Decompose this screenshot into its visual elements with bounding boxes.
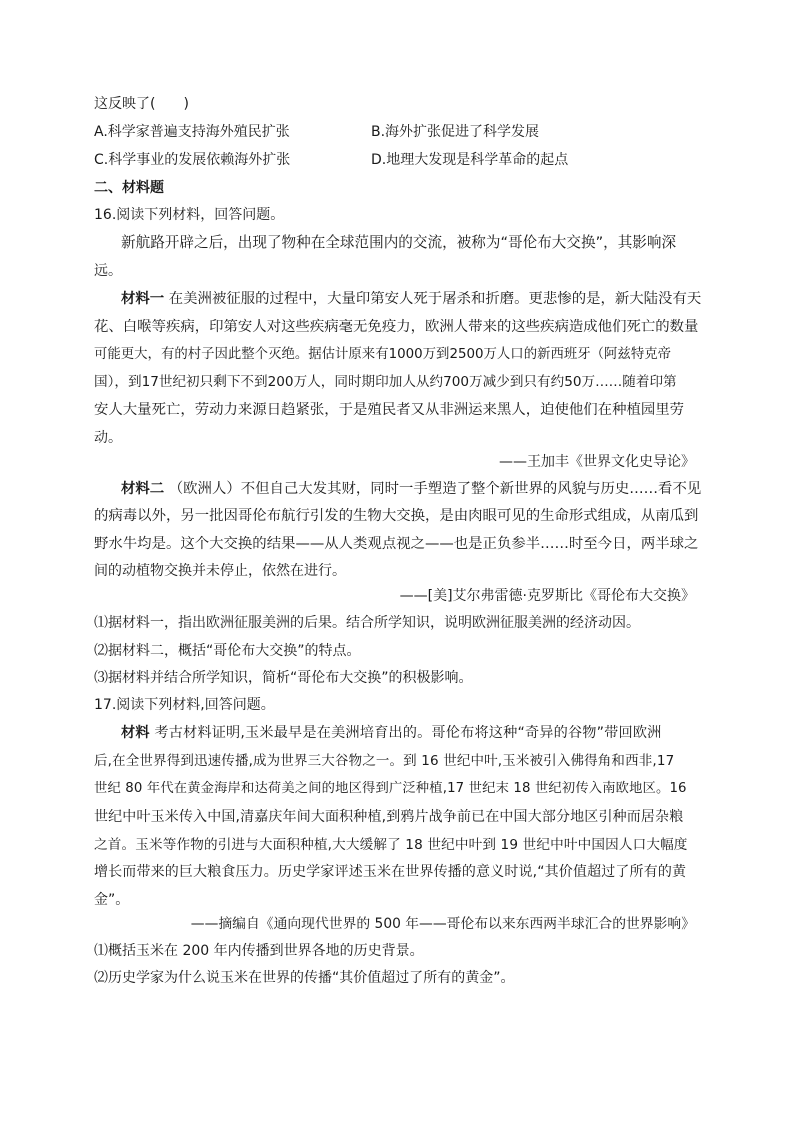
q16-material1-line: 安人大量死亡，劳动力来源日趋紧张，于是殖民者又从非洲运来黑人，迫使他们在种植园里劳 bbox=[94, 402, 685, 418]
q17-material-line: 之首。玉米等作物的引进与大面积种植,大大缓解了 18 世纪中叶到 19 世纪中叶中国因人口大幅度 bbox=[94, 837, 688, 853]
material1-label: 材料一 bbox=[121, 291, 165, 307]
q16-title: 16.阅读下列材料，回答问题。 bbox=[94, 207, 285, 223]
q16-material1-source: ——王加丰《世界文化史导论》 bbox=[499, 454, 695, 470]
q17-material-line: 材料 考古材料证明,玉米最早是在美洲培育出的。哥伦布将这种“奇异的谷物”带回欧洲 bbox=[121, 725, 662, 741]
q16-question-1: ⑴据材料一，指出欧洲征服美洲的后果。结合所学知识，说明欧洲征服美洲的经济动因。 bbox=[94, 615, 640, 631]
q16-material2-line: 野水牛均是。这个大交换的结果——从人类观点视之——也是正负参半……时至今日，两半球之 bbox=[94, 536, 699, 552]
q16-material1-line: 花、白喉等疾病，印第安人对这些疾病毫无免疫力，欧洲人带来的这些疾病造成他们死亡的数量 bbox=[94, 319, 699, 335]
q17-title: 17.阅读下列材料,回答问题。 bbox=[94, 697, 275, 713]
q16-material2-source: ——[美]艾尔弗雷德·克罗斯比《哥伦布大交换》 bbox=[399, 588, 695, 604]
q17-material-line: 增长而带来的巨大粮食压力。历史学家评述玉米在世界传播的意义时说,“其价值超过了所有的黄 bbox=[94, 864, 687, 880]
q17-material-source: ——摘编自《通向现代世界的 500 年——哥伦布以来东西两半球汇合的世界影响》 bbox=[190, 916, 695, 932]
q17-material-label: 材料 bbox=[121, 725, 150, 741]
q16-question-3: ⑶据材料并结合所学知识，简析“哥伦布大交换”的积极影响。 bbox=[94, 670, 473, 686]
q17-material-line: 金”。 bbox=[94, 892, 130, 908]
q17-material-line: 世纪 80 年代在黄金海岸和达荷美之间的地区得到广泛种植,17 世纪末 18 世纪初传入南欧地区。16 bbox=[94, 781, 687, 796]
q15-option-c[interactable]: C.科学事业的发展依赖海外扩张 bbox=[94, 152, 291, 168]
q16-material2-line: 的病毒以外，另一批因哥伦布航行引发的生物大交换，是由肉眼可见的生命形式组成，从南瓜到 bbox=[94, 508, 699, 524]
q16-material1-line: 国），到17世纪初只剩下不到200万人，同时期印加人从约700万减少到只有约50万……随着印第 bbox=[94, 374, 677, 390]
q16-intro-line: 远。 bbox=[94, 263, 122, 279]
q17-question-2: ⑵历史学家为什么说玉米在世界的传播“其价值超过了所有的黄金”。 bbox=[94, 970, 515, 986]
material2-label: 材料二 bbox=[121, 481, 165, 497]
q16-material1-line: 动。 bbox=[94, 430, 122, 446]
q15-option-b[interactable]: B.海外扩张促进了科学发展 bbox=[371, 124, 540, 140]
q17-question-1: ⑴概括玉米在 200 年内传播到世界各地的历史背景。 bbox=[94, 943, 424, 959]
q16-material2-line: 间的动植物交换并未停止，依然在进行。 bbox=[94, 563, 346, 579]
q16-material2-line: 材料二 （欧洲人）不但自己大发其财，同时一手塑造了整个新世界的风貌与历史……看不见 bbox=[121, 481, 702, 497]
q16-material1-line: 可能更大，有的村子因此整个灭绝。据估计原来有1000万到2500万人口的新西班牙（阿兹特克帝 bbox=[94, 347, 671, 362]
q15-option-d[interactable]: D.地理大发现是科学革命的起点 bbox=[371, 152, 569, 168]
q16-question-2: ⑵据材料二，概括“哥伦布大交换”的特点。 bbox=[94, 643, 361, 659]
q17-material-line: 世纪中叶玉米传入中国,清嘉庆年间大面积种植,到鸦片战争前已在中国大部分地区引种而居杂粮 bbox=[94, 809, 684, 825]
q16-material1-line: 材料一 在美洲被征服的过程中，大量印第安人死于屠杀和折磨。更悲惨的是，新大陆没有天 bbox=[121, 291, 702, 307]
section-title: 二、材料题 bbox=[94, 180, 164, 196]
q17-material-line: 后,在全世界得到迅速传播,成为世界三大谷物之一。到 16 世纪中叶,玉米被引入佛得角和西非,17 bbox=[94, 753, 675, 769]
q16-intro-line: 新航路开辟之后，出现了物种在全球范围内的交流，被称为“哥伦布大交换”，其影响深 bbox=[121, 234, 677, 251]
q15-stem-tail: 这反映了( ) bbox=[94, 96, 189, 112]
q15-option-a[interactable]: A.科学家普遍支持海外殖民扩张 bbox=[94, 124, 290, 140]
